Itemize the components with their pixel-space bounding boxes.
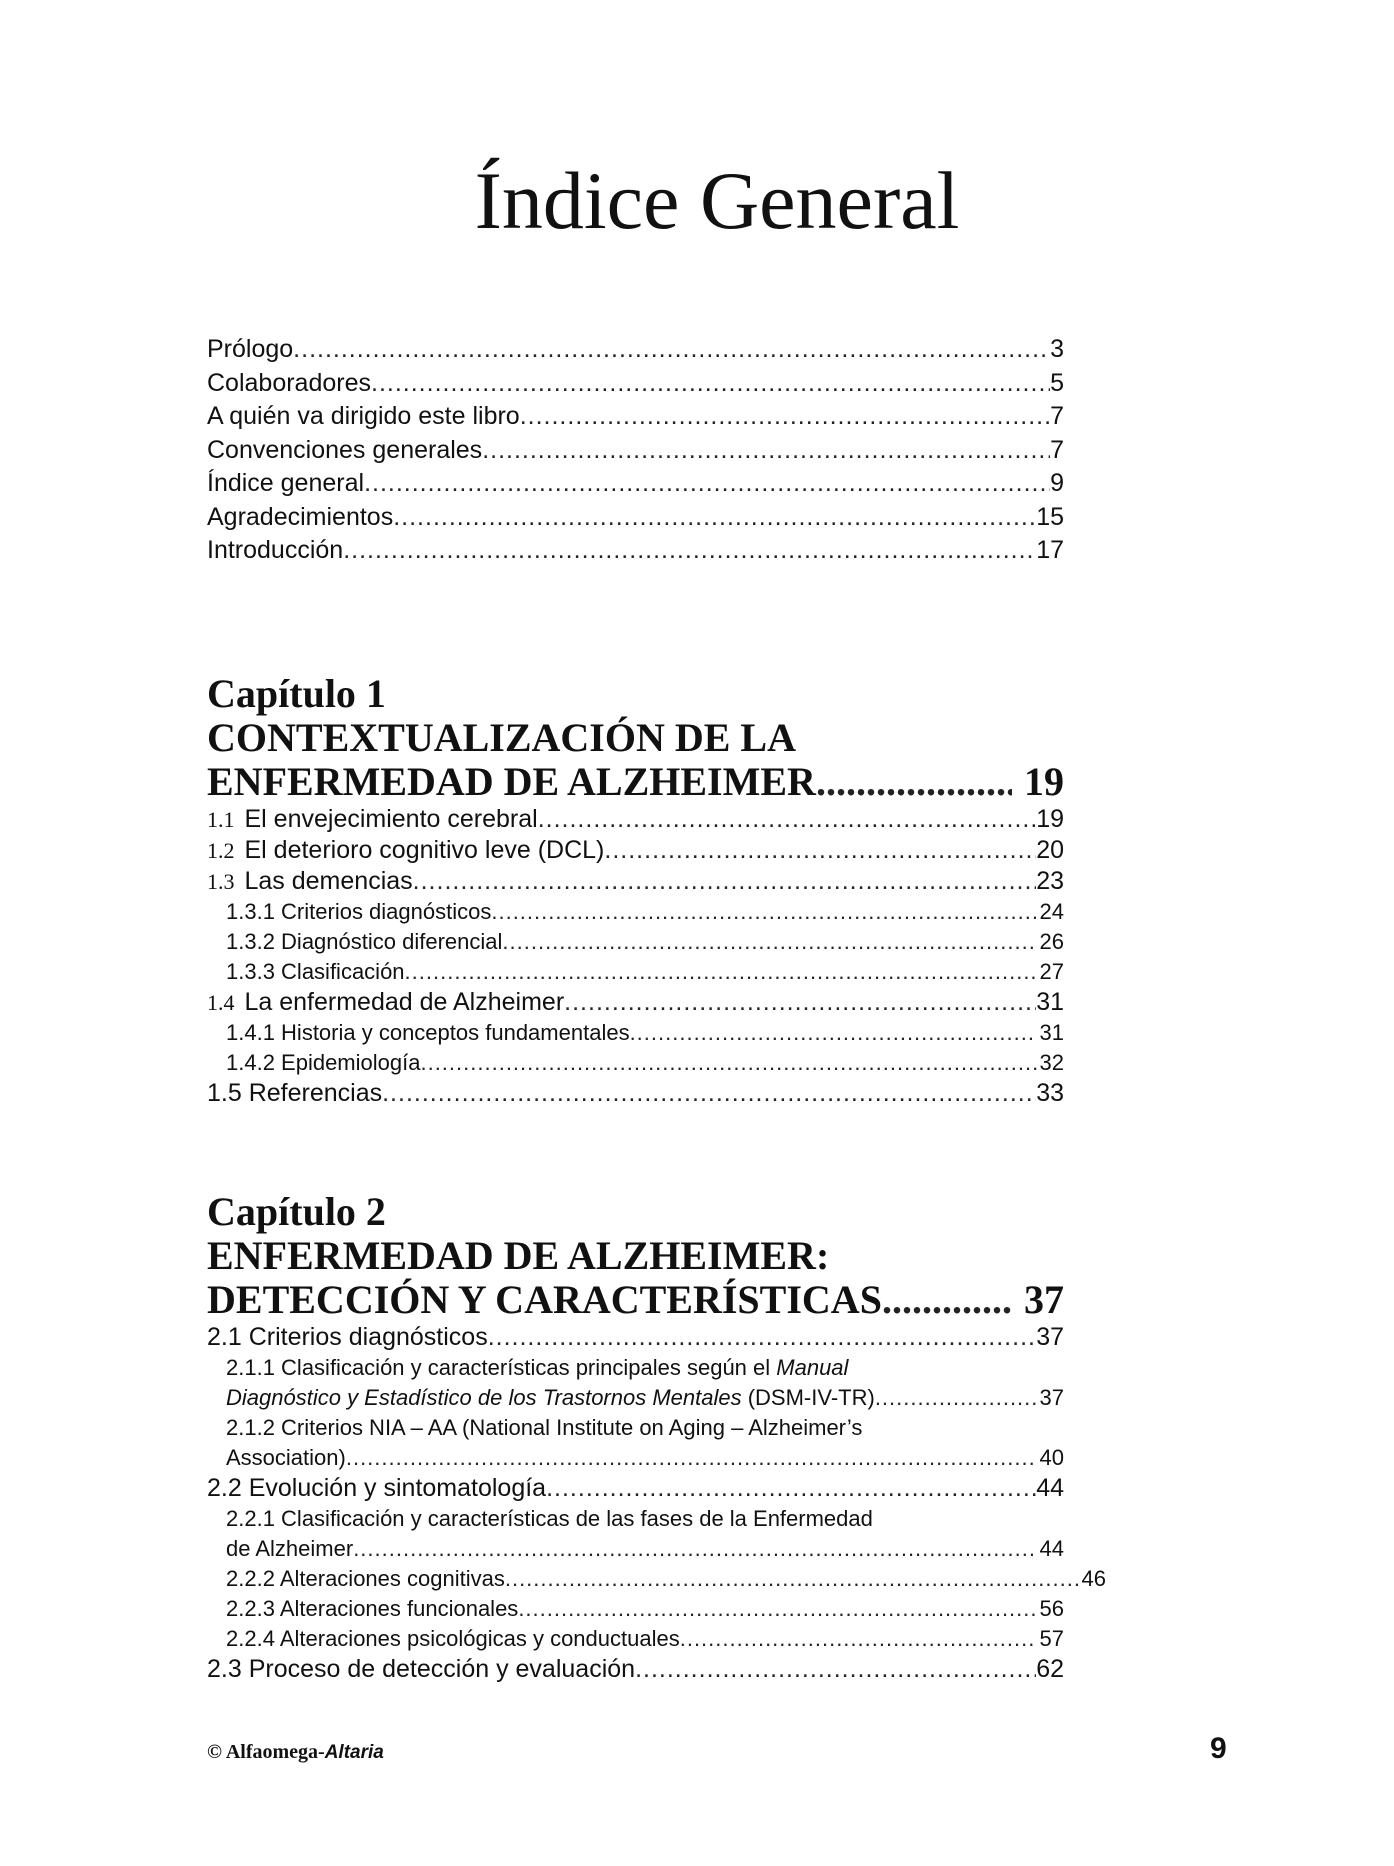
toc-entry: 1.3 Las demencias ..... 23 bbox=[207, 866, 1064, 897]
toc-entry: 1.1 El envejecimiento cerebral ..... 19 bbox=[207, 804, 1064, 835]
toc-entry: A quién va dirigido este libro ..... 7 bbox=[207, 400, 1064, 434]
toc-subentry: 2.2.2 Alteraciones cognitivas ..... 46 bbox=[207, 1564, 1106, 1594]
toc-subentry-line: 2.2.1 Clasificación y características de las fases de la Enfermedad bbox=[226, 1506, 873, 1531]
toc-entry: Introducción ..... 17 bbox=[207, 534, 1064, 568]
front-matter-list bbox=[207, 333, 1064, 568]
page-title: Índice General bbox=[474, 155, 960, 246]
toc-subentry: 1.3.3 Clasificación ..... 27 bbox=[207, 957, 1064, 987]
toc-entry: Convenciones generales ..... 7 bbox=[207, 434, 1064, 468]
toc-subentry: 2.2.3 Alteraciones funcionales ..... 56 bbox=[207, 1594, 1064, 1624]
chapter-2-heading: Capítulo 2 bbox=[207, 1189, 386, 1234]
toc-entry: 2.3 Proceso de detección y evaluación ..... 62 bbox=[207, 1654, 1064, 1685]
chapter-1-title-line2: ENFERMEDAD DE ALZHEIMER ..... 19 bbox=[207, 760, 1064, 804]
toc-entry: Colaboradores ..... 5 bbox=[207, 367, 1064, 401]
chapter-2-section bbox=[207, 1189, 1106, 1685]
toc-subentry: de Alzheimer ..... 44 bbox=[207, 1534, 1064, 1564]
toc-subentry-line: 2.1.1 Clasificación y características principales según el Manual bbox=[226, 1355, 849, 1380]
toc-subentry: Diagnóstico y Estadístico de los Trastornos Mentales (DSM-IV-TR) ..... 37 bbox=[207, 1383, 1064, 1413]
publisher-logo: Altaria bbox=[324, 1742, 384, 1763]
toc-subentry: 1.3.2 Diagnóstico diferencial ..... 26 bbox=[207, 927, 1064, 957]
toc-entry: Índice general ..... 9 bbox=[207, 467, 1064, 501]
toc-subentry: 1.3.1 Criterios diagnósticos ..... 24 bbox=[207, 897, 1064, 927]
chapter-2-title-line2: DETECCIÓN Y CARACTERÍSTICAS ..... 37 bbox=[207, 1278, 1064, 1322]
chapter-1-section bbox=[207, 672, 1064, 1109]
toc-entry: Agradecimientos ..... 15 bbox=[207, 501, 1064, 535]
chapter-1-heading: Capítulo 1 bbox=[207, 671, 386, 716]
toc-entry: 2.1 Criterios diagnósticos ..... 37 bbox=[207, 1322, 1064, 1353]
chapter-1-title-line1: CONTEXTUALIZACIÓN DE LA bbox=[207, 715, 796, 760]
chapter-2-title-line1: ENFERMEDAD DE ALZHEIMER: bbox=[207, 1233, 830, 1278]
page-number: 9 bbox=[1210, 1732, 1227, 1765]
toc-entry: Prólogo ..... 3 bbox=[207, 333, 1064, 367]
toc-entry: 1.5 Referencias ..... 33 bbox=[207, 1078, 1064, 1109]
toc-subentry: 1.4.1 Historia y conceptos fundamentales ..... 31 bbox=[207, 1018, 1064, 1048]
toc-entry: 2.2 Evolución y sintomatología ..... 44 bbox=[207, 1473, 1064, 1504]
toc-subentry: 2.2.4 Alteraciones psicológicas y conductuales ..... 57 bbox=[207, 1624, 1064, 1654]
toc-subentry-line: 2.1.2 Criterios NIA – AA (National Institute on Aging – Alzheimer’s bbox=[226, 1415, 863, 1440]
toc-subentry: 1.4.2 Epidemiología ..... 32 bbox=[207, 1048, 1064, 1078]
toc-subentry: Association) ..... 40 bbox=[207, 1443, 1064, 1473]
toc-entry: 1.2 El deterioro cognitivo leve (DCL) ..... 20 bbox=[207, 835, 1064, 866]
footer-copyright: © Alfaomega-Altaria bbox=[207, 1741, 384, 1763]
toc-entry: 1.4 La enfermedad de Alzheimer ..... 31 bbox=[207, 987, 1064, 1018]
